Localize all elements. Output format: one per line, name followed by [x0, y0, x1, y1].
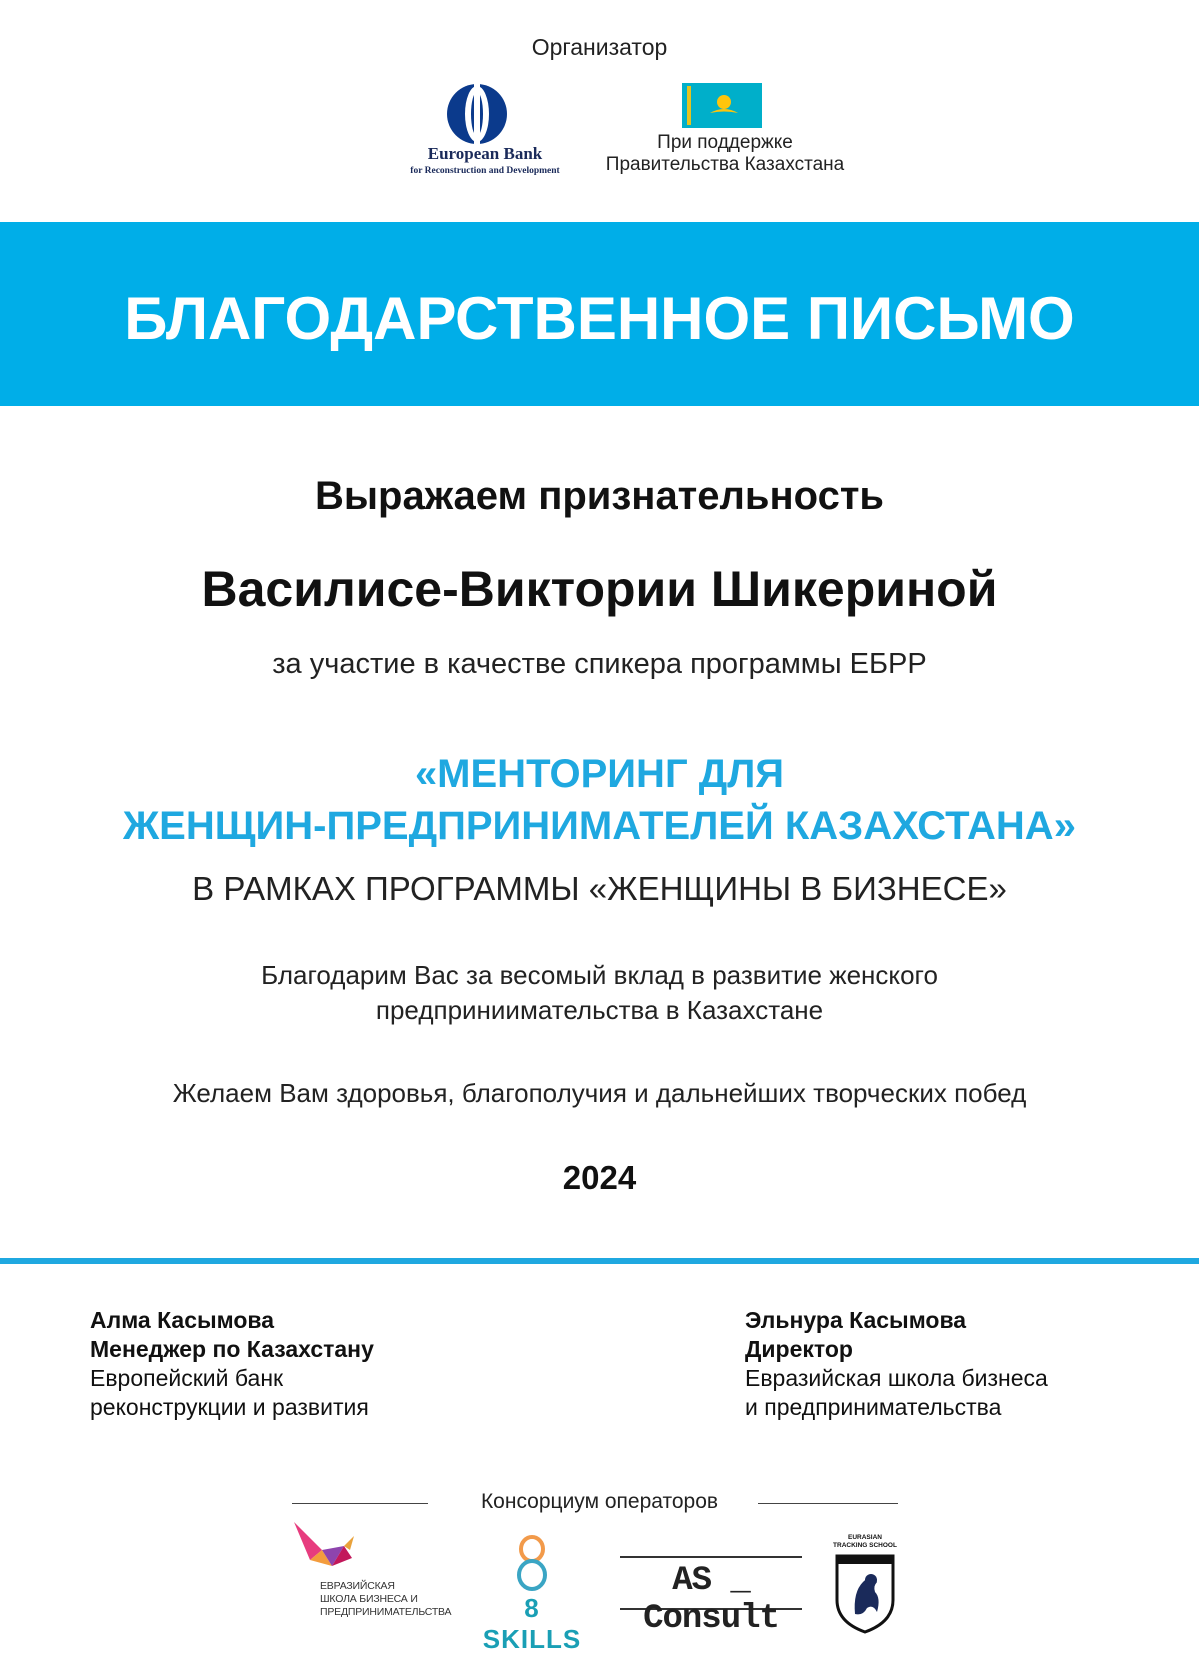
gratitude-heading: Выражаем признательность [314, 474, 885, 518]
esbp-line-2: ШКОЛА БИЗНЕСА И [320, 1593, 418, 1605]
esbp-line-1: ЕВРАЗИЙСКАЯ [320, 1580, 395, 1592]
esbp-logo [292, 1520, 452, 1620]
recipient-name: Василисе-Виктории Шикериной [201, 561, 998, 617]
wishes-text: Желаем Вам здоровья, благополучия и дальнейших творческих побед [172, 1078, 1027, 1108]
ets-logo [830, 1534, 900, 1634]
document-title: БЛАГОДАРСТВЕННОЕ ПИСЬМО [124, 285, 1075, 352]
ebrd-name: European Bank [427, 144, 543, 163]
signatory-org-line-1: Европейский банк [90, 1365, 284, 1391]
lion-shield-icon [833, 1552, 897, 1634]
organizer-label: Организатор [531, 34, 668, 60]
ebrd-emblem-icon [445, 82, 509, 146]
signature-right [745, 1306, 1048, 1422]
signatory-role: Директор [745, 1336, 853, 1362]
year: 2024 [562, 1159, 637, 1196]
8skills-logo [472, 1535, 592, 1654]
signatory-org-line-2: и предпринимательства [745, 1394, 1002, 1420]
support-text [590, 132, 860, 176]
signature-left [90, 1306, 374, 1422]
thanks-line-2: предприниимательства в Казахстане [375, 995, 824, 1025]
ebrd-subtitle: for Reconstruction and Development [410, 166, 560, 176]
infinity-8-icon [512, 1535, 552, 1591]
program-title-line-2: ЖЕНЩИН-ПРЕДПРИНИМАТЕЛЕЙ КАЗАХСТАНА» [123, 804, 1076, 848]
program-title [0, 748, 1199, 852]
thanks-text [0, 958, 1199, 1028]
ets-line-2: TRACKING SCHOOL [833, 1542, 897, 1549]
signatory-role: Менеджер по Казахстану [90, 1336, 374, 1362]
support-line-2: Правительства Казахстана [605, 154, 845, 175]
ebrd-logo [385, 82, 585, 182]
signatory-name: Эльнура Касымова [745, 1307, 967, 1333]
asconsult-logo [620, 1556, 802, 1638]
support-line-1: При поддержке [657, 132, 793, 153]
ets-text [830, 1534, 900, 1550]
esbp-line-3: ПРЕДПРИНИМАТЕЛЬСТВА [320, 1606, 452, 1618]
ets-line-1: EURASIAN [848, 1534, 882, 1541]
program-title-line-1: «МЕНТОРИНГ ДЛЯ [414, 752, 785, 796]
asconsult-text: AS _ Consult [643, 1562, 779, 1638]
signatory-name: Алма Касымова [90, 1307, 275, 1333]
participation-text: за участие в качестве спикера программы ЕБРР [272, 648, 927, 680]
signatory-org-line-1: Евразийская школа бизнеса [745, 1365, 1048, 1391]
program-frame-text: В РАМКАХ ПРОГРАММЫ «ЖЕНЩИНЫ В БИЗНЕСЕ» [192, 870, 1007, 907]
kazakhstan-flag-icon [682, 83, 762, 128]
esbp-logo-text [320, 1580, 451, 1619]
crane-bird-icon [292, 1520, 372, 1580]
signatory-org-line-2: реконструкции и развития [90, 1394, 369, 1420]
title-banner [0, 222, 1199, 406]
8skills-text: 8 SKILLS [482, 1593, 582, 1654]
consortium-label: Консорциум операторов [480, 1490, 719, 1513]
thanks-line-1: Благодарим Вас за весомый вклад в развитие женского [261, 960, 938, 990]
section-divider [0, 1258, 1199, 1264]
consortium-rule-right [758, 1503, 898, 1504]
